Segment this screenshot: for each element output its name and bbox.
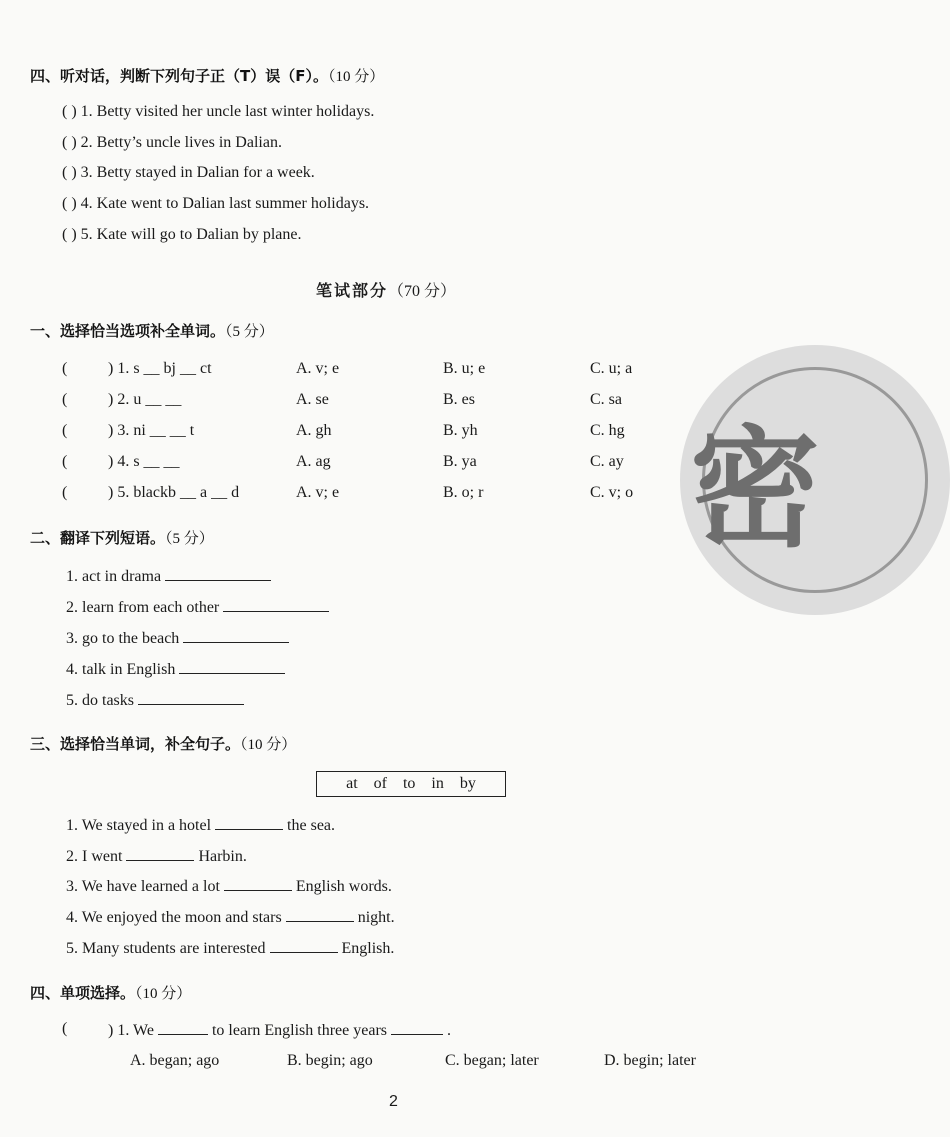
- section4-heading: [30, 982, 191, 1003]
- section2-item-3: [66, 628, 289, 648]
- section2-heading: [30, 527, 214, 548]
- section3-item-2-after: Harbin.: [198, 848, 247, 865]
- answer-blank[interactable]: [179, 659, 285, 674]
- section1-score: （5 分）: [225, 324, 274, 340]
- answer-blank[interactable]: [224, 876, 292, 891]
- section4-option-b: B. begin; ago: [287, 1052, 373, 1069]
- section1-opt-b-4: B. ya: [443, 453, 477, 470]
- section3-item-3: [66, 876, 392, 896]
- listening-item-3: [62, 164, 315, 182]
- section2-score: （5 分）: [165, 531, 214, 547]
- section1-opt-b-5: B. o; r: [443, 484, 484, 501]
- section3-item-4: [66, 907, 395, 927]
- section3-score: （10 分）: [240, 737, 297, 753]
- section1-opt-b-2: B. es: [443, 391, 475, 408]
- written-part-title: [316, 278, 456, 301]
- section1-paren-5: (: [62, 484, 68, 501]
- section1-opt-a-1: A. v; e: [296, 360, 340, 377]
- listening-item-3-text: ( ) 3. Betty stayed in Dalian for a week.: [62, 164, 315, 181]
- section1-num-3: 3.: [117, 422, 130, 439]
- listening-item-5: [62, 226, 302, 244]
- section3-item-2: [66, 846, 247, 866]
- section3-item-4-before: 4. We enjoyed the moon and stars: [66, 909, 282, 926]
- section4-paren: (: [62, 1020, 68, 1037]
- section4-option-d: D. begin; later: [604, 1052, 696, 1069]
- answer-blank[interactable]: [215, 815, 283, 830]
- section1-word-1: ) 1. s __ bj __ ct: [108, 360, 212, 377]
- written-part-score: （70 分）: [388, 283, 457, 300]
- answer-blank[interactable]: [138, 690, 244, 705]
- answer-blank[interactable]: [165, 566, 271, 581]
- listening-item-1: [62, 103, 374, 121]
- section1-num-4: 4.: [117, 453, 130, 470]
- section1-opt-c-2: C. sa: [590, 391, 622, 408]
- seal-stamp: [680, 345, 950, 615]
- section3-heading-text: 三、选择恰当单词，补全句子。: [30, 735, 241, 753]
- section3-item-1-after: the sea.: [287, 817, 336, 834]
- listening-heading: [30, 65, 384, 86]
- section3-heading: [30, 733, 296, 754]
- section4-q1-end: .: [447, 1022, 452, 1039]
- section4-q1: [108, 1020, 451, 1040]
- section1-paren-1: (: [62, 360, 68, 377]
- section1-num-2: 2.: [117, 391, 130, 408]
- answer-blank[interactable]: [126, 846, 194, 861]
- section2-item-4-text: 4. talk in English: [66, 661, 176, 678]
- section3-item-1-before: 1. We stayed in a hotel: [66, 817, 212, 834]
- section2-item-1: [66, 566, 271, 586]
- section1-word-3-text: ni __ __ t: [133, 422, 195, 439]
- section4-option-c: C. began; later: [445, 1052, 539, 1069]
- section4-q1-start: ) 1. We: [108, 1022, 154, 1039]
- section1-paren-4: (: [62, 453, 68, 470]
- section3-item-2-before: 2. I went: [66, 848, 123, 865]
- listening-item-2: [62, 134, 282, 152]
- section1-heading: [30, 320, 274, 341]
- section3-item-5-before: 5. Many students are interested: [66, 940, 266, 957]
- section4-q1-mid: to learn English three years: [211, 1022, 388, 1039]
- section1-word-5: ) 5. blackb __ a __ d: [108, 484, 240, 501]
- section1-paren-3: (: [62, 422, 68, 439]
- section1-word-2-text: u __ __: [133, 391, 182, 408]
- written-part-title-text: 笔试部分: [316, 281, 389, 300]
- answer-blank[interactable]: [270, 938, 338, 953]
- listening-item-4: [62, 195, 369, 213]
- answer-blank[interactable]: [223, 597, 329, 612]
- listening-item-2-text: ( ) 2. Betty’s uncle lives in Dalian.: [62, 134, 282, 151]
- listening-item-4-text: ( ) 4. Kate went to Dalian last summer holidays.: [62, 195, 370, 212]
- section1-heading-text: 一、选择恰当选项补全单词。: [30, 322, 226, 340]
- section1-word-5-text: blackb __ a __ d: [133, 484, 240, 501]
- section1-opt-c-3: C. hg: [590, 422, 625, 439]
- section1-word-2: ) 2. u __ __: [108, 391, 182, 408]
- section3-item-3-before: 3. We have learned a lot: [66, 878, 220, 895]
- section1-opt-c-1: C. u; a: [590, 360, 633, 377]
- listening-heading-text: 四、听对话，判断下列句子正（T）误（F）。: [30, 67, 328, 85]
- section4-heading-text: 四、单项选择。: [30, 984, 136, 1002]
- section2-heading-text: 二、翻译下列短语。: [30, 529, 166, 547]
- section4-option-a: A. began; ago: [130, 1052, 220, 1069]
- section3-item-5-after: English.: [341, 940, 395, 957]
- section1-opt-c-5: C. v; o: [590, 484, 634, 501]
- section3-item-4-after: night.: [357, 909, 395, 926]
- section1-word-3: ) 3. ni __ __ t: [108, 422, 195, 439]
- page-number: 2: [389, 1093, 398, 1110]
- section1-opt-a-3: A. gh: [296, 422, 332, 439]
- section2-item-5: [66, 690, 244, 710]
- section1-word-1-text: s __ bj __ ct: [133, 360, 212, 377]
- section1-opt-b-3: B. yh: [443, 422, 478, 439]
- section2-item-2-text: 2. learn from each other: [66, 599, 220, 616]
- section2-item-2: [66, 597, 329, 617]
- section2-item-5-text: 5. do tasks: [66, 692, 134, 709]
- listening-item-5-text: ( ) 5. Kate will go to Dalian by plane.: [62, 226, 302, 243]
- listening-score: （10 分）: [327, 69, 385, 85]
- seal-stamp-char: 密: [690, 413, 821, 565]
- section3-item-1: [66, 815, 335, 835]
- word-bank-box: at of to in by: [316, 771, 506, 797]
- answer-blank[interactable]: [183, 628, 289, 643]
- answer-blank[interactable]: [158, 1020, 208, 1035]
- section3-item-3-after: English words.: [295, 878, 392, 895]
- section2-item-1-text: 1. act in drama: [66, 568, 162, 585]
- section1-word-4-text: s __ __: [133, 453, 180, 470]
- section1-opt-c-4: C. ay: [590, 453, 624, 470]
- listening-item-1-text: ( ) 1. Betty visited her uncle last winter holidays.: [62, 103, 375, 120]
- section1-word-4: ) 4. s __ __: [108, 453, 180, 470]
- section1-opt-a-2: A. se: [296, 391, 329, 408]
- section2-item-4: [66, 659, 285, 679]
- section1-num-5: 5.: [117, 484, 130, 501]
- section2-item-3-text: 3. go to the beach: [66, 630, 180, 647]
- section1-opt-a-4: A. ag: [296, 453, 331, 470]
- section3-item-5: [66, 938, 394, 958]
- section1-paren-2: (: [62, 391, 68, 408]
- section1-opt-b-1: B. u; e: [443, 360, 486, 377]
- answer-blank[interactable]: [286, 907, 354, 922]
- section4-score: （10 分）: [135, 986, 192, 1002]
- section1-opt-a-5: A. v; e: [296, 484, 340, 501]
- answer-blank[interactable]: [391, 1020, 443, 1035]
- section1-num-1: 1.: [117, 360, 130, 377]
